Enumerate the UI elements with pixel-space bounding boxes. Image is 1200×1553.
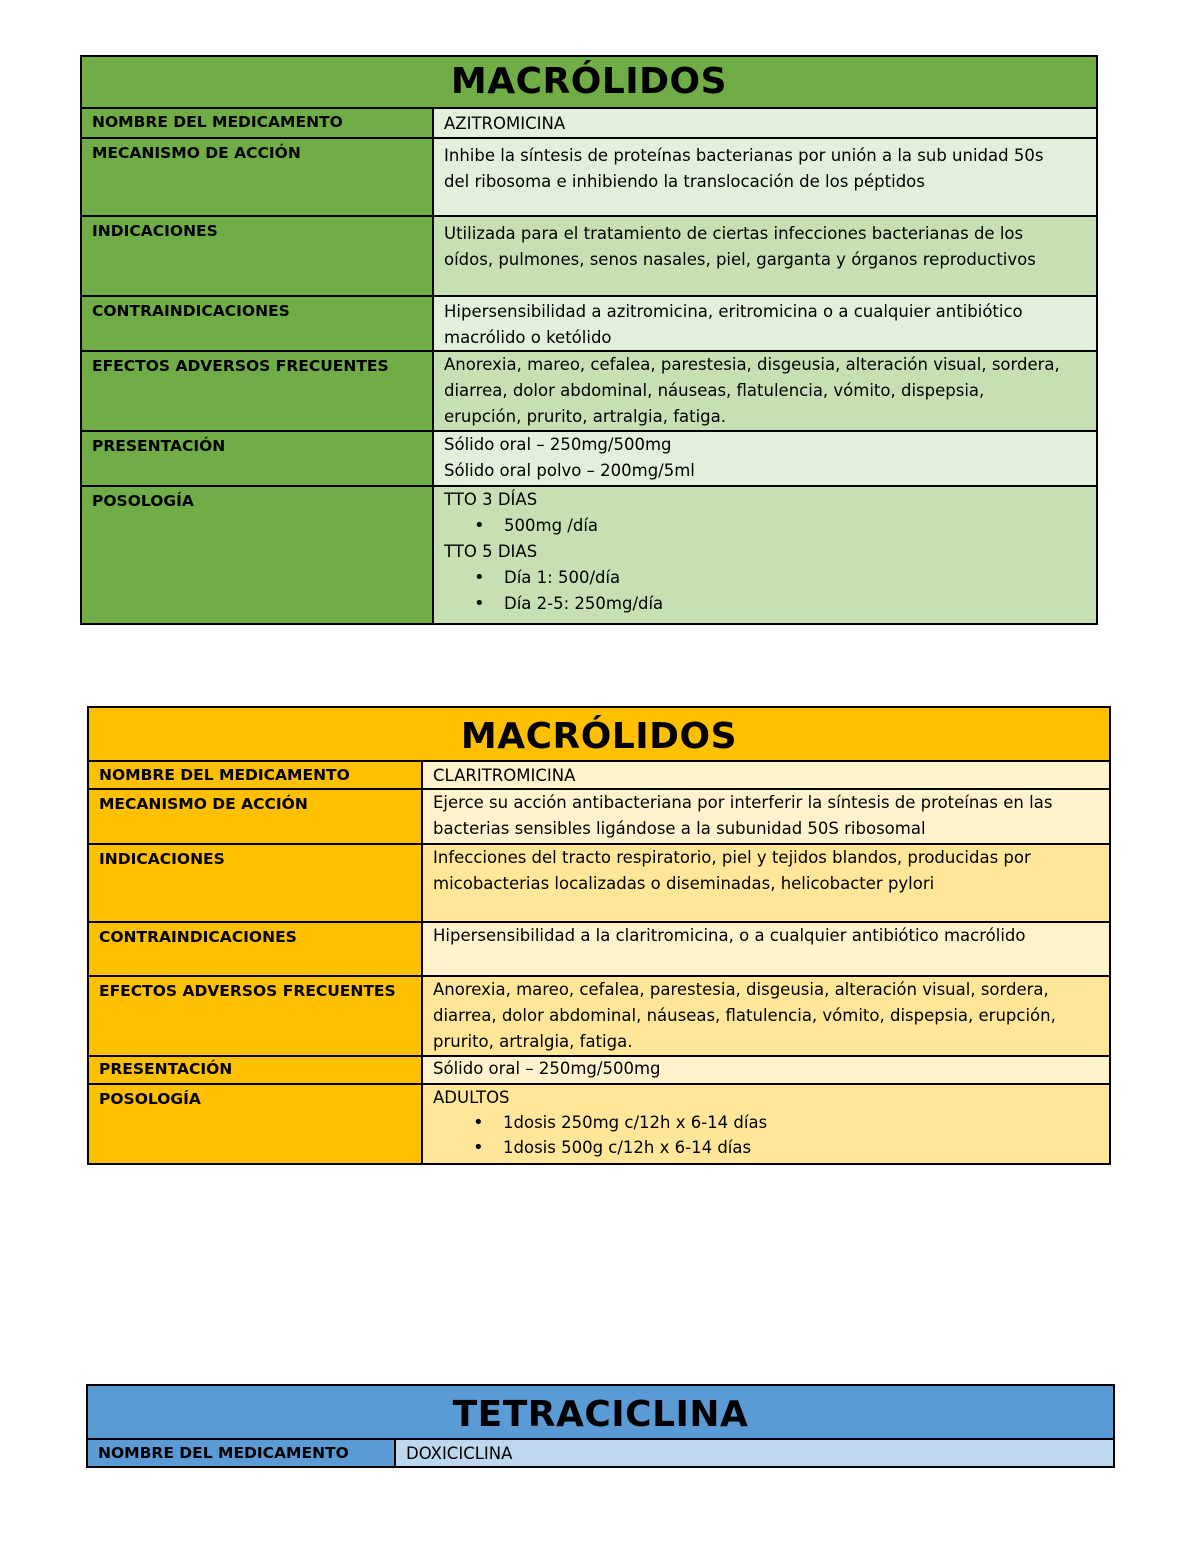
row-value [423,845,1109,921]
dosage-heading: TTO 3 DÍAS [444,490,538,509]
tetraciclina-table [86,1384,1115,1468]
value-line: Utilizada para el tratamiento de ciertas infecciones bacterianas de los [444,224,1024,243]
value-line: erupción, prurito, artralgia, fatiga. [444,407,727,426]
row-label: NOMBRE DEL MEDICAMENTO [88,1440,396,1466]
row-value [423,977,1109,1055]
row-value [434,297,1096,350]
dosage-item: • 500mg /día [504,513,1086,539]
value-line: Hipersensibilidad a azitromicina, eritromicina o a cualquier antibiótico [444,302,1023,321]
dosage-list [444,565,1086,617]
row-presentacion [82,432,1096,487]
value-line: Ejerce su acción antibacteriana por interferir la síntesis de proteínas en las [433,793,1053,812]
row-label: INDICACIONES [82,217,434,295]
row-value [423,923,1109,975]
table-title: MACRÓLIDOS [89,708,1109,762]
table-title: MACRÓLIDOS [82,57,1096,109]
row-label: MECANISMO DE ACCIÓN [82,139,434,215]
dosage-item: • Día 1: 500/día [504,565,1086,591]
value-line: Sólido oral – 250mg/500mg [444,435,672,454]
row-label: POSOLOGÍA [82,487,434,623]
row-value [423,1057,1109,1083]
row-value [434,139,1096,215]
row-label: PRESENTACIÓN [89,1057,423,1083]
dosage-heading: TTO 5 DIAS [444,542,538,561]
row-label: INDICACIONES [89,845,423,921]
row-value [434,487,1096,623]
row-label: CONTRAINDICACIONES [89,923,423,975]
value-line: Sólido oral polvo – 200mg/5ml [444,461,695,480]
macrolidos-azitromicina-table [80,55,1098,625]
row-label: MECANISMO DE ACCIÓN [89,790,423,843]
row-nombre [82,109,1096,139]
value-line: diarrea, dolor abdominal, náuseas, flatulencia, vómito, dispepsia, erupción, [433,1006,1056,1025]
row-efectos [82,352,1096,432]
row-nombre [88,1440,1113,1468]
row-indicaciones [89,845,1109,923]
row-presentacion [89,1057,1109,1085]
value-line: prurito, artralgia, fatiga. [433,1032,633,1051]
dosage-item: • Día 2-5: 250mg/día [504,591,1086,617]
row-mecanismo [89,790,1109,845]
row-nombre [89,762,1109,790]
value-line: Anorexia, mareo, cefalea, parestesia, disgeusia, alteración visual, sordera, [433,980,1049,999]
dosage-list [433,1110,1099,1160]
row-posologia [82,487,1096,623]
value-line: oídos, pulmones, senos nasales, piel, garganta y órganos reproductivos [444,250,1036,269]
value-line: diarrea, dolor abdominal, náuseas, flatulencia, vómito, dispepsia, [444,381,985,400]
value-line: Hipersensibilidad a la claritromicina, o a cualquier antibiótico macrólido [433,926,1026,945]
row-mecanismo [82,139,1096,217]
row-label: POSOLOGÍA [89,1085,423,1163]
row-contraindicaciones [82,297,1096,352]
value-line: micobacterias localizadas o diseminadas, helicobacter pylori [433,874,935,893]
value-line: Anorexia, mareo, cefalea, parestesia, disgeusia, alteración visual, sordera, [444,355,1060,374]
row-value [434,352,1096,430]
macrolidos-claritromicina-table [87,706,1111,1165]
row-value [423,790,1109,843]
row-indicaciones [82,217,1096,297]
row-efectos [89,977,1109,1057]
row-value [434,432,1096,485]
value-line: bacterias sensibles ligándose a la subunidad 50S ribosomal [433,819,926,838]
dosage-item: • 1dosis 500g c/12h x 6-14 días [503,1135,1099,1160]
dosage-heading: ADULTOS [433,1088,510,1107]
row-value [434,217,1096,295]
value-line: Sólido oral – 250mg/500mg [433,1059,661,1078]
value-line: macrólido o ketólido [444,328,612,347]
row-value [423,1085,1109,1163]
row-label: EFECTOS ADVERSOS FRECUENTES [82,352,434,430]
row-posologia [89,1085,1109,1163]
row-value: CLARITROMICINA [423,762,1109,788]
dosage-list [444,513,1086,539]
table-title: TETRACICLINA [88,1386,1113,1440]
row-label: NOMBRE DEL MEDICAMENTO [89,762,423,788]
row-label: CONTRAINDICACIONES [82,297,434,350]
dosage-item: • 1dosis 250mg c/12h x 6-14 días [503,1110,1099,1135]
value-line: Infecciones del tracto respiratorio, piel y tejidos blandos, producidas por [433,848,1031,867]
value-line: del ribosoma e inhibiendo la translocación de los péptidos [444,172,925,191]
row-contraindicaciones [89,923,1109,977]
row-label: PRESENTACIÓN [82,432,434,485]
row-value: DOXICICLINA [396,1440,1113,1466]
row-value: AZITROMICINA [434,109,1096,137]
row-label: NOMBRE DEL MEDICAMENTO [82,109,434,137]
value-line: Inhibe la síntesis de proteínas bacterianas por unión a la sub unidad 50s [444,146,1044,165]
row-label: EFECTOS ADVERSOS FRECUENTES [89,977,423,1055]
